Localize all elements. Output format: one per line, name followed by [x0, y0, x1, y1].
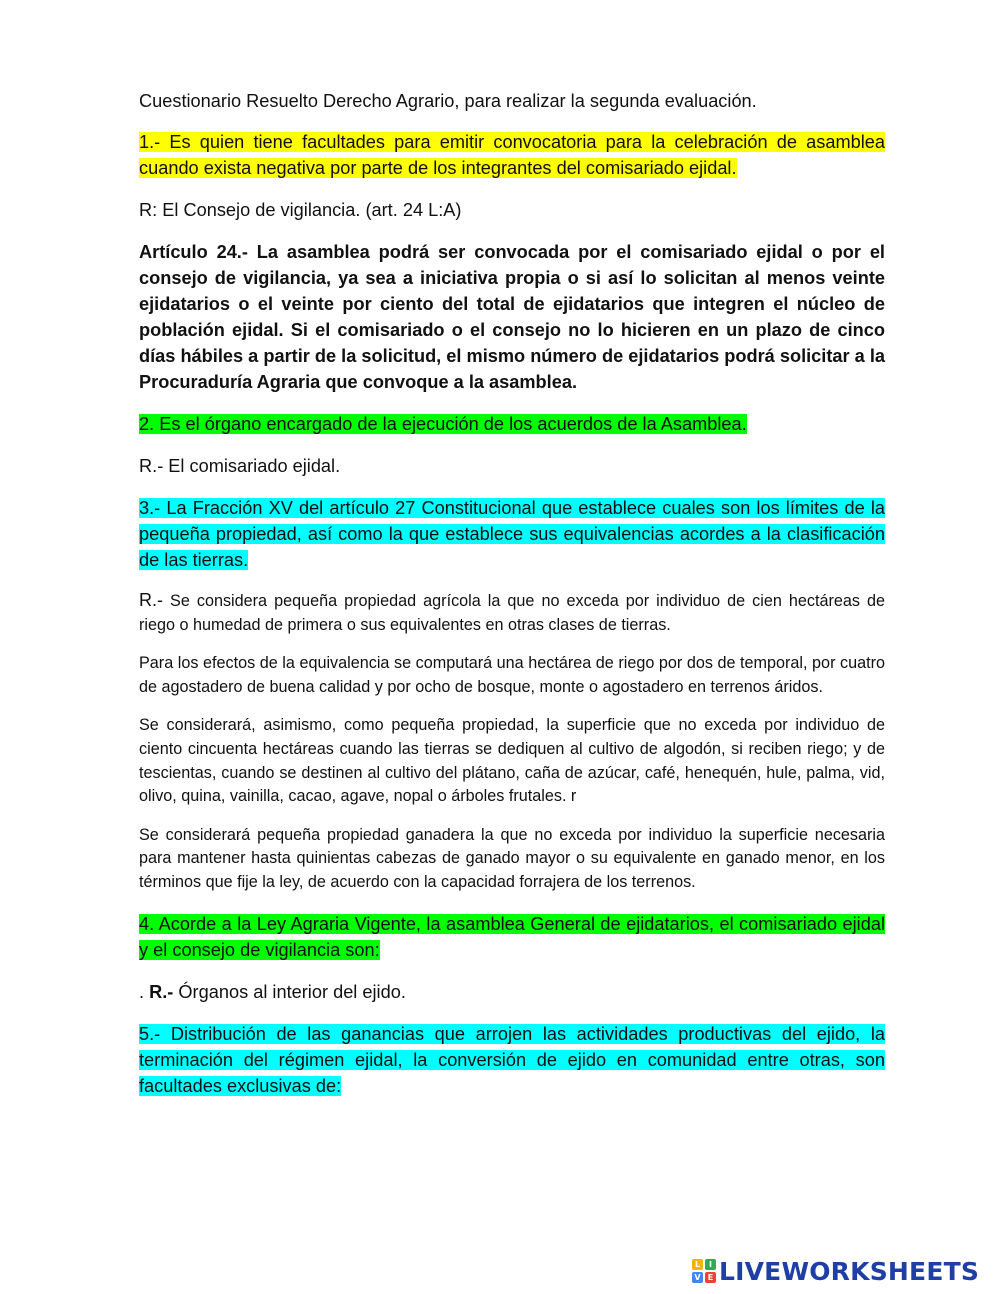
question-3-text: 3.- La Fracción XV del artículo 27 Constitucional que establece cuales son los límites de la pequeña propiedad, así como la que establece sus equivalencias acordes a la clasificación de las tierras.: [139, 498, 885, 570]
answer-3-paragraph-4: Se considerará pequeña propiedad ganadera la que no exceda por individuo la superficie necesaria para mantener hasta quinientas cabezas de ganado mayor o su equivalente en ganado menor, en los términos que fije la ley, de acuerdo con la capacidad forrajera de los terrenos.: [139, 825, 885, 891]
question-1: [139, 129, 885, 181]
answer-3-prefix: R.-: [139, 590, 163, 610]
article-24: [139, 239, 885, 395]
answer-1: R: El Consejo de vigilancia. (art. 24 L:A): [139, 200, 462, 220]
document-title: Cuestionario Resuelto Derecho Agrario, para realizar la segunda evaluación.: [139, 91, 757, 111]
logo-mark-v: V: [692, 1272, 703, 1283]
question-2: [139, 411, 885, 437]
answer-3-paragraph-2: Para los efectos de la equivalencia se computará una hectárea de riego por dos de temporal, por cuatro de agostadero de buena calidad y por ocho de bosque, monte o agostadero en terrenos áridos.: [139, 654, 885, 696]
answer-4: [139, 979, 885, 1005]
question-1-text: 1.- Es quien tiene facultades para emitir convocatoria para la celebración de asamblea cuando exista negativa por parte de los integrantes del comisariado ejidal.: [139, 132, 885, 178]
answer-2: R.- El comisariado ejidal.: [139, 456, 341, 476]
document-page: [139, 88, 885, 1099]
question-5-text: 5.- Distribución de las ganancias que arrojen las actividades productivas del ejido, la terminación del régimen ejidal, la conversión de ejido en comunidad entre otras, son facultades exclusivas de:: [139, 1023, 885, 1096]
answer-4-prefix: R.-: [149, 981, 174, 1002]
answer-3: [139, 589, 885, 637]
liveworksheets-mark-icon: [692, 1259, 716, 1283]
article-24-label: Artículo 24.-: [139, 242, 248, 262]
answer-3-paragraph-3: Se considerará, asimismo, como pequeña propiedad, la superficie que no exceda por individuo de ciento cincuenta hectáreas cuando las tierras se dediquen al cultivo de algodón, si reciben riego; y de tescientas, cuando se destinen al cultivo del plátano, caña de azúcar, café, henequén, hule, palma, vid, olivo, quina, vainilla, cacao, agave, nopal o árboles frutales. r: [139, 716, 885, 806]
answer-4-text: Órganos al interior del ejido.: [173, 981, 406, 1002]
question-2-text: 2. Es el órgano encargado de la ejecución de los acuerdos de la Asamblea.: [139, 414, 747, 434]
question-4-text: 4. Acorde a la Ley Agraria Vigente, la asamblea General de ejidatarios, el comisariado ejidal y el consejo de vigilancia son:: [139, 913, 885, 960]
logo-mark-l: L: [692, 1259, 703, 1270]
answer-4-dot: .: [139, 981, 150, 1002]
logo-mark-i: I: [705, 1259, 716, 1270]
logo-mark-e: E: [705, 1272, 716, 1283]
question-3: [139, 495, 885, 573]
question-5: [139, 1021, 885, 1099]
question-4: [139, 911, 885, 963]
liveworksheets-logo[interactable]: [692, 1256, 979, 1286]
logo-text: LIVEWORKSHEETS: [719, 1256, 980, 1286]
article-24-text: La asamblea podrá ser convocada por el comisariado ejidal o por el consejo de vigilancia, ya sea a iniciativa propia o si así lo solicitan al menos veinte ejidatarios o el veinte por ciento del total de ejidatarios que integren el núcleo de población ejidal. Si el comisariado o el consejo no lo hicieren en un plazo de cinco días hábiles a partir de la solicitud, el mismo número de ejidatarios podrá solicitar a la Procuraduría Agraria que convoque a la asamblea.: [139, 242, 885, 392]
answer-3-text: Se considera pequeña propiedad agrícola la que no exceda por individuo de cien hectáreas de riego o humedad de primera o sus equivalentes en otras clases de tierras.: [139, 592, 885, 634]
